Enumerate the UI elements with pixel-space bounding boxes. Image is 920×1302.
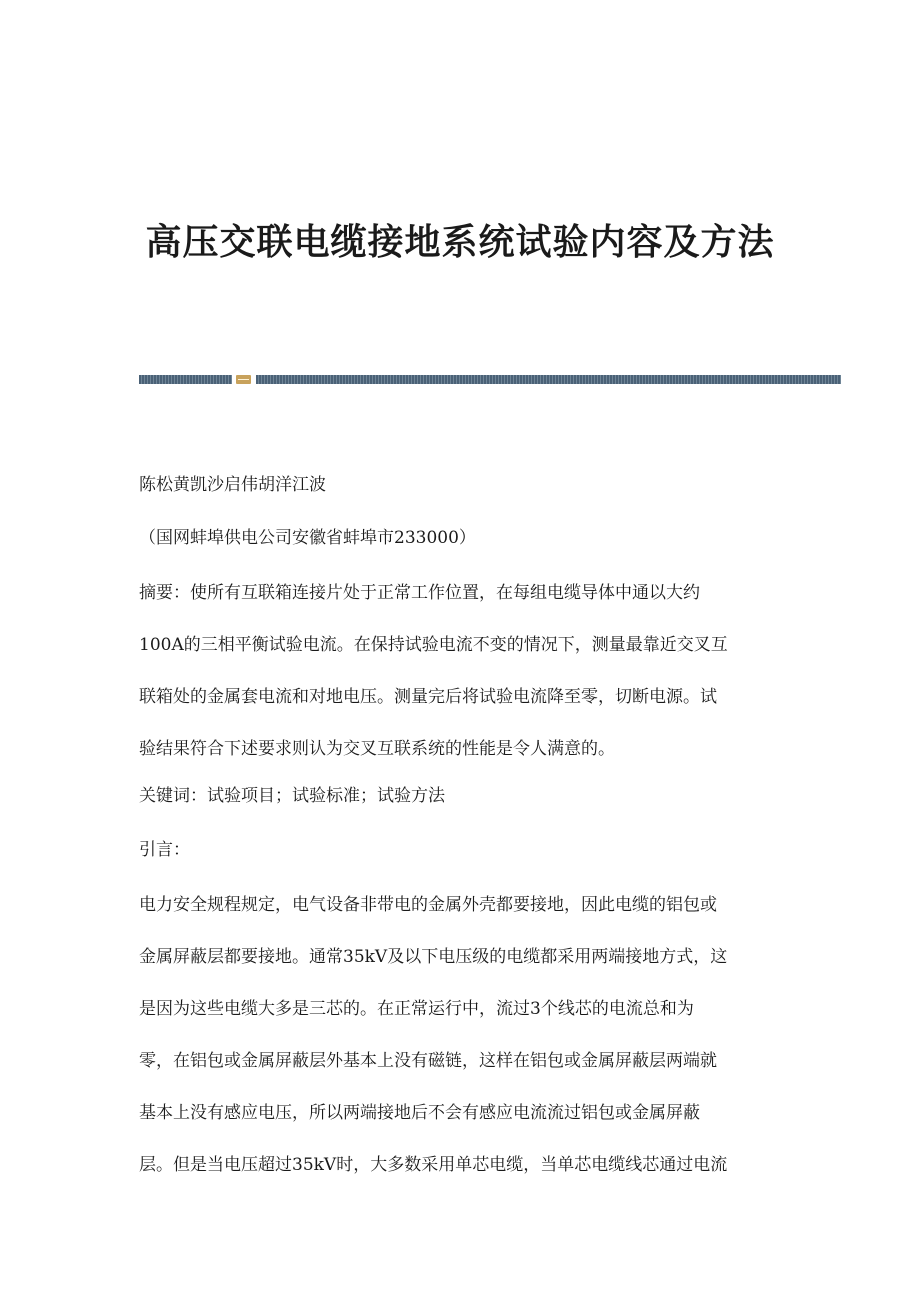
divider-emblem-icon	[236, 375, 251, 384]
abstract-line: 100A的三相平衡试验电流。在保持试验电流不变的情况下，测量最靠近交叉互	[139, 635, 728, 655]
paragraph-line: 电力安全规程规定，电气设备非带电的金属外壳都要接地，因此电缆的铝包或	[139, 895, 717, 915]
title-divider	[139, 375, 841, 384]
paragraph-line: 层。但是当电压超过35kV时，大多数采用单芯电缆，当单芯电缆线芯通过电流	[139, 1155, 728, 1175]
intro-paragraph	[139, 888, 779, 1200]
divider-left-segment	[139, 375, 232, 384]
keywords: 关键词：试验项目；试验标准；试验方法	[139, 786, 445, 806]
author-list: 陈松黄凯沙启伟胡洋江波	[139, 475, 326, 495]
document-title: 高压交联电缆接地系统试验内容及方法	[145, 221, 775, 263]
paragraph-line: 零，在铝包或金属屏蔽层外基本上没有磁链，这样在铝包或金属屏蔽层两端就	[139, 1051, 717, 1071]
intro-heading: 引言：	[139, 840, 190, 860]
paragraph-line: 基本上没有感应电压，所以两端接地后不会有感应电流流过铝包或金属屏蔽	[139, 1103, 700, 1123]
abstract-line: 摘要：使所有互联箱连接片处于正常工作位置，在每组电缆导体中通以大约	[139, 583, 700, 603]
paragraph-line: 是因为这些电缆大多是三芯的。在正常运行中，流过3个线芯的电流总和为	[139, 999, 694, 1019]
abstract-line: 验结果符合下述要求则认为交叉互联系统的性能是令人满意的。	[139, 739, 615, 759]
divider-right-segment	[256, 375, 841, 384]
abstract-line: 联箱处的金属套电流和对地电压。测量完后将试验电流降至零，切断电源。试	[139, 687, 717, 707]
paragraph-line: 金属屏蔽层都要接地。通常35kV及以下电压级的电缆都采用两端接地方式，这	[139, 947, 728, 967]
abstract	[139, 576, 779, 784]
affiliation: （国网蚌埠供电公司安徽省蚌埠市233000）	[139, 528, 476, 548]
